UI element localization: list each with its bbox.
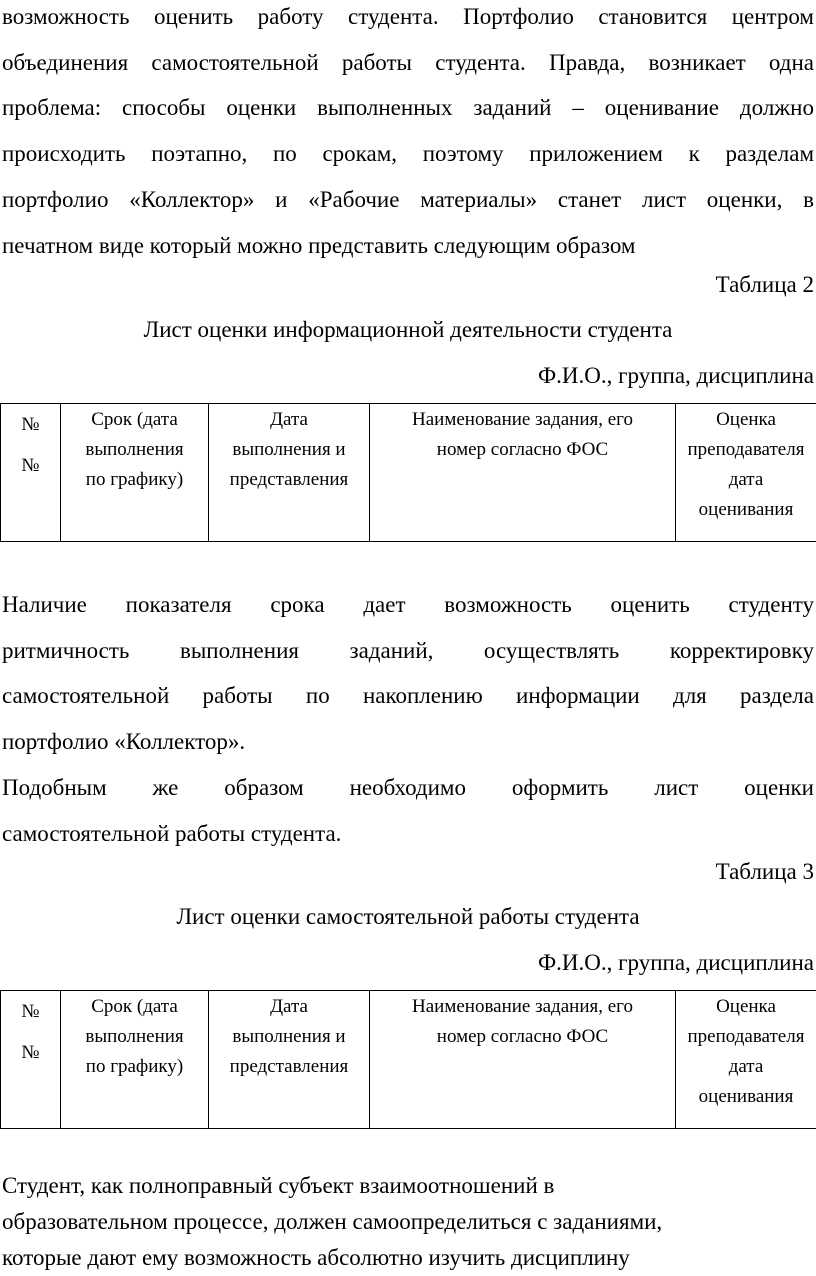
header-text: преподавателя (676, 435, 816, 465)
table-3-subtitle: Ф.И.О., группа, дисциплина (538, 948, 814, 978)
paragraph-line: ритмичность выполнения заданий, осуществлять корректировку (2, 628, 814, 674)
header-text: Наименование задания, его (370, 405, 675, 435)
paragraph-line: печатном виде который можно представить следующим образом (2, 223, 814, 269)
paragraph-line: портфолио «Коллектор» и «Рабочие материалы» станет лист оценки, в (2, 177, 814, 223)
header-text: представления (209, 465, 369, 495)
header-cell-grade (676, 991, 816, 1129)
header-text: номер согласно ФОС (370, 435, 675, 465)
paragraph-line: объединения самостоятельной работы студента. Правда, возникает одна (2, 40, 814, 86)
header-text: № (1, 991, 60, 1032)
paragraph-line: самостоятельной работы по накоплению информации для раздела (2, 673, 814, 719)
header-text: выполнения (61, 435, 208, 465)
table-row (1, 404, 816, 542)
table-3-label: Таблица 3 (716, 857, 814, 887)
header-text: № (1, 445, 60, 486)
paragraph-line: образовательном процессе, должен самоопределиться с заданиями, (2, 1204, 814, 1240)
table-3-title: Лист оценки самостоятельной работы студента (0, 902, 816, 932)
header-cell-submission-date (209, 991, 370, 1129)
paragraph-line: портфолио «Коллектор». (2, 719, 814, 765)
header-text: по графику) (61, 465, 208, 495)
header-text: номер согласно ФОС (370, 1022, 675, 1052)
table-2-title: Лист оценки информационной деятельности студента (0, 315, 816, 345)
header-text: дата (676, 1052, 816, 1082)
header-text: Дата (209, 992, 369, 1022)
paragraph-line: возможность оценить работу студента. Портфолио становится центром (2, 0, 814, 40)
header-text: по графику) (61, 1052, 208, 1082)
paragraph-line: самостоятельной работы студента. (2, 811, 814, 857)
header-text: Дата (209, 405, 369, 435)
header-cell-grade (676, 404, 816, 542)
paragraph-line: которые дают ему возможность абсолютно изучить дисциплину (2, 1240, 814, 1276)
header-text: дата (676, 465, 816, 495)
header-text: Срок (дата (61, 405, 208, 435)
header-text: Оценка (676, 405, 816, 435)
paragraph-1 (2, 0, 814, 268)
header-text: выполнения и (209, 1022, 369, 1052)
paragraph-line: происходить поэтапно, по срокам, поэтому приложением к разделам (2, 131, 814, 177)
header-cell-deadline (61, 991, 209, 1129)
header-text: преподавателя (676, 1022, 816, 1052)
grade-table-2 (0, 403, 816, 542)
paragraph-line: проблема: способы оценки выполненных заданий – оценивание должно (2, 85, 814, 131)
header-cell-deadline (61, 404, 209, 542)
paragraph-line: Студент, как полноправный субъект взаимоотношений в (2, 1168, 814, 1204)
header-text: № (1, 404, 60, 445)
header-text: выполнения (61, 1022, 208, 1052)
header-text: выполнения и (209, 435, 369, 465)
header-text: оценивания (676, 495, 816, 525)
header-text: Срок (дата (61, 992, 208, 1022)
paragraph-2 (2, 582, 814, 856)
header-text: оценивания (676, 1082, 816, 1112)
header-text: Оценка (676, 992, 816, 1022)
header-cell-number (1, 991, 61, 1129)
grade-table-3 (0, 990, 816, 1129)
header-cell-number (1, 404, 61, 542)
header-cell-task-name (370, 991, 676, 1129)
paragraph-line: Подобным же образом необходимо оформить лист оценки (2, 765, 814, 811)
header-cell-task-name (370, 404, 676, 542)
header-text: № (1, 1032, 60, 1073)
table-row (1, 991, 816, 1129)
header-text: Наименование задания, его (370, 992, 675, 1022)
header-text: представления (209, 1052, 369, 1082)
table-2-subtitle: Ф.И.О., группа, дисциплина (538, 361, 814, 391)
paragraph-line: Наличие показателя срока дает возможность оценить студенту (2, 582, 814, 628)
header-cell-submission-date (209, 404, 370, 542)
table-2-label: Таблица 2 (716, 270, 814, 300)
paragraph-3 (2, 1168, 814, 1276)
